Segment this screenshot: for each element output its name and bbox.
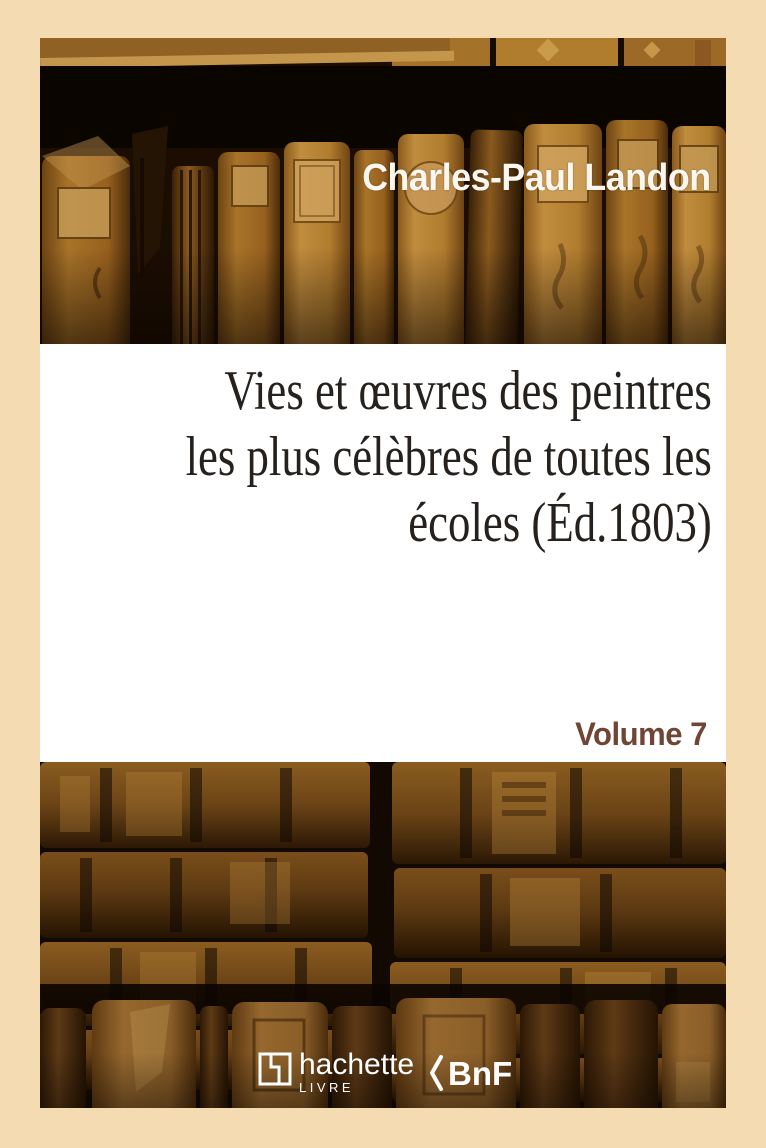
title-panel xyxy=(40,344,726,762)
bottom-bookstack-panel xyxy=(40,762,726,1108)
bnf-wordmark: BnF xyxy=(448,1054,513,1092)
old-books-photo xyxy=(40,38,726,1108)
title-line-1: Vies et œuvres des peintres xyxy=(224,360,712,422)
hachette-wordmark: hachette xyxy=(299,1048,415,1081)
title-line-2: les plus célèbres de toutes les xyxy=(185,426,712,488)
volume-label: Volume 7 xyxy=(575,716,707,752)
bnf-bracket-icon xyxy=(428,1054,444,1092)
publisher-logo-strip xyxy=(40,1050,726,1094)
hachette-logo-icon xyxy=(258,1052,292,1086)
author-name: Charles-Paul Landon xyxy=(362,157,711,199)
title-line-3: écoles (Éd.1803) xyxy=(408,492,712,554)
book-title xyxy=(186,358,712,556)
hachette-logo xyxy=(258,1048,415,1095)
top-bookshelf-panel xyxy=(40,38,726,344)
bnf-logo xyxy=(428,1054,512,1092)
hachette-livre-label: LIVRE xyxy=(299,1080,355,1095)
